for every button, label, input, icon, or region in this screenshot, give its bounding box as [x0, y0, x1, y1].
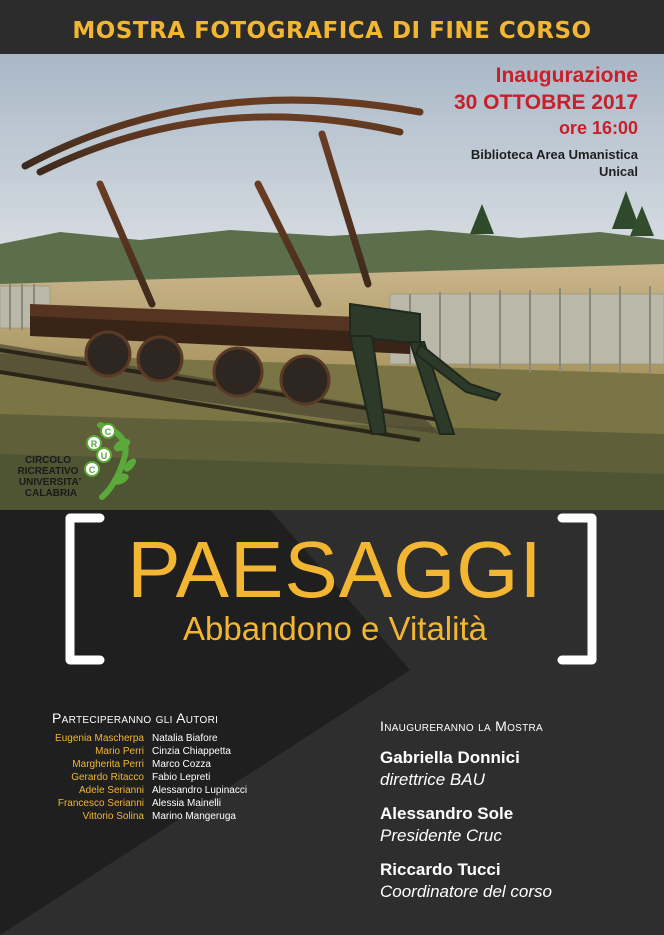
logo-line3: UNIVERSITA'	[18, 477, 82, 488]
author-name: Adele Serianni	[78, 785, 144, 796]
author-name: Alessia Mainelli	[152, 798, 221, 809]
author-name: Cinzia Chiappetta	[152, 746, 231, 757]
inaugurator-name: Riccardo Tucci	[380, 860, 501, 879]
author-name: Marco Cozza	[152, 759, 211, 770]
inauguration-place-line2: Unical	[598, 164, 638, 179]
author-name: Natalia Biafore	[152, 733, 218, 744]
author-name: Fabio Lepreti	[152, 772, 211, 783]
inauguration-label: Inaugurazione	[495, 64, 638, 87]
logo-letter: U	[100, 451, 108, 461]
inauguration-place-line1: Biblioteca Area Umanistica	[470, 147, 638, 162]
inauguration-date: 30 OTTOBRE 2017	[453, 91, 638, 114]
author-name: Marino Mangeruga	[152, 811, 236, 822]
author-name: Gerardo Ritacco	[71, 772, 144, 783]
logo-line1: CIRCOLO	[24, 455, 72, 466]
author-name: Eugenia Mascherpa	[55, 733, 144, 744]
inaugurators-heading: Inaugureranno la Mostra	[380, 718, 544, 734]
author-name: Alessandro Lupinacci	[152, 785, 248, 796]
inaugurator-name: Gabriella Donnici	[380, 748, 520, 767]
logo-line4: CALABRIA	[24, 488, 78, 499]
author-name: Vittorio Solina	[82, 811, 144, 822]
inaugurator-name: Alessandro Sole	[380, 804, 514, 823]
exhibition-title: MOSTRA FOTOGRAFICA DI FINE CORSO	[72, 18, 592, 44]
inaugurator-role: direttrice BAU	[380, 770, 485, 789]
authors-heading: Parteciperanno gli Autori	[52, 710, 219, 726]
logo-line2: RICREATIVO	[17, 466, 79, 477]
main-title: PAESAGGI	[127, 525, 543, 614]
logo-letter: C	[88, 465, 96, 475]
author-name: Francesco Serianni	[57, 798, 144, 809]
inaugurator-role: Coordinatore del corso	[380, 882, 552, 901]
author-name: Mario Perri	[95, 746, 144, 757]
logo-letter: C	[104, 427, 112, 437]
cruc-logo	[12, 415, 142, 505]
author-name: Margherita Perri	[72, 759, 144, 770]
subtitle: Abbandono e Vitalità	[183, 610, 487, 647]
inauguration-time: ore 16:00	[558, 118, 638, 138]
logo-letter: R	[90, 439, 98, 449]
inaugurator-role: Presidente Cruc	[380, 826, 502, 845]
